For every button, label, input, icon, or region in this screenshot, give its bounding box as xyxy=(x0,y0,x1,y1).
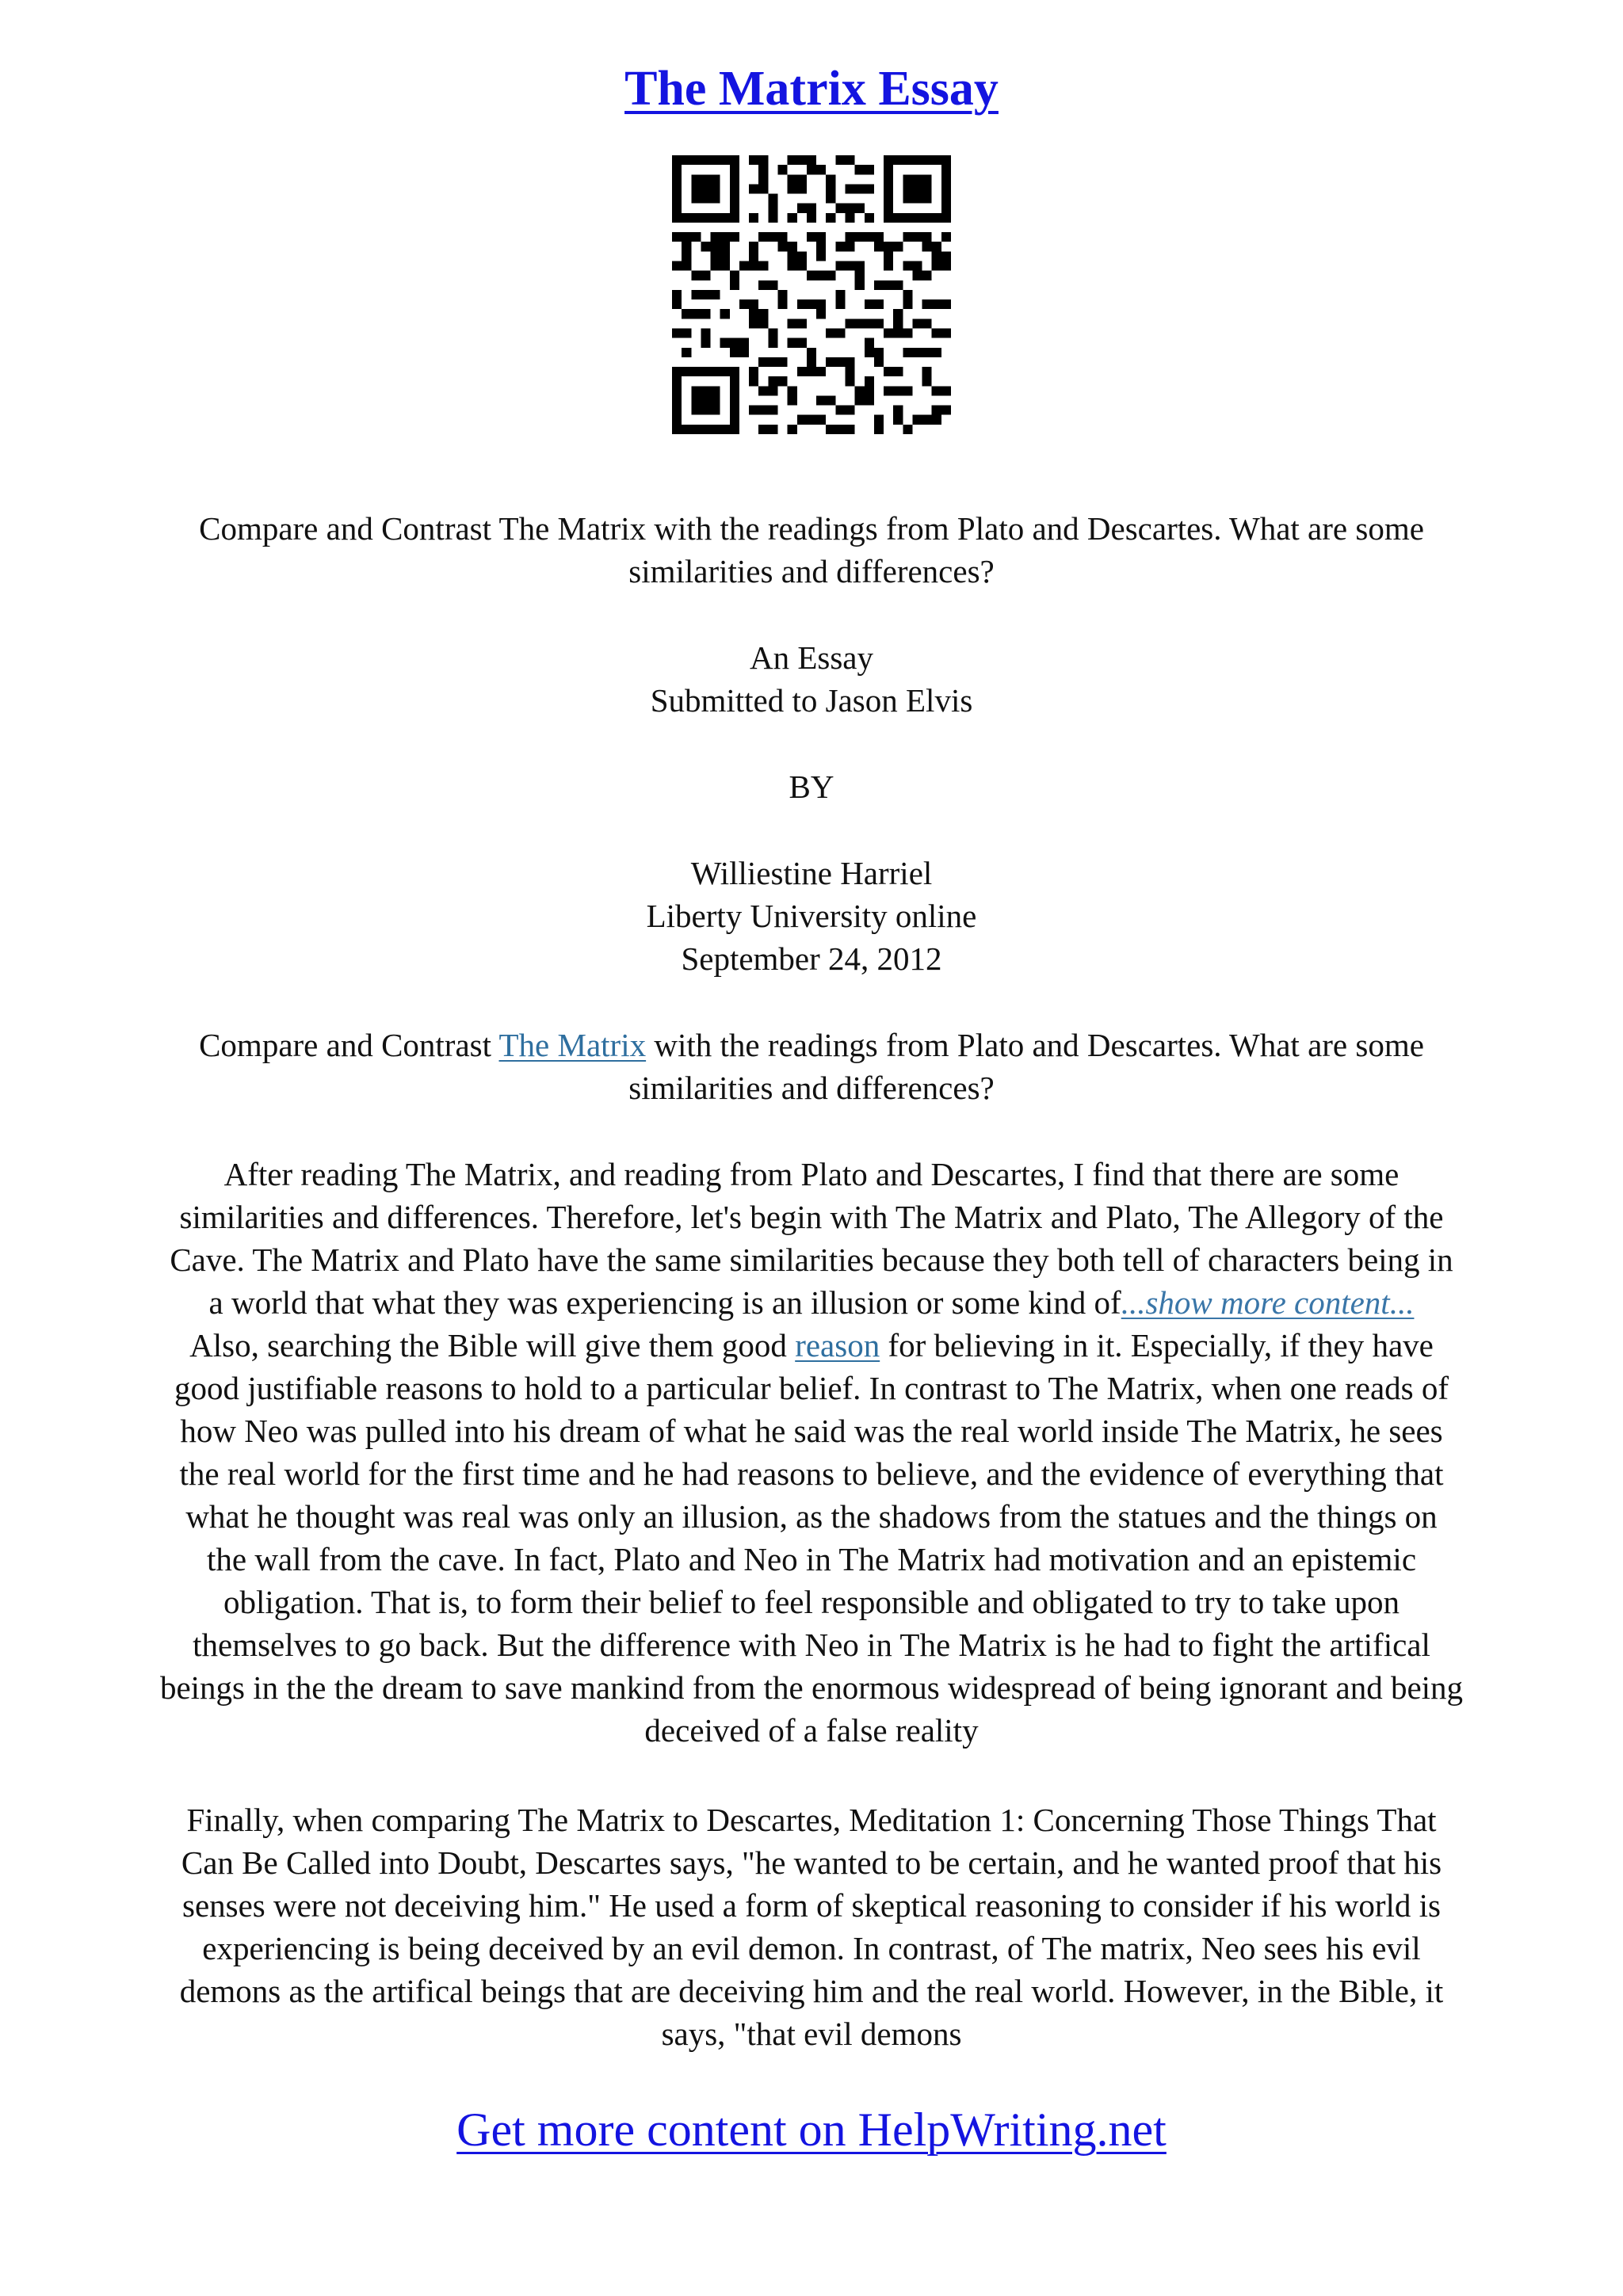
by-text: BY xyxy=(789,769,834,805)
paragraph-line: deceived of a false reality xyxy=(644,1712,979,1749)
paragraph-text: for believing in it. Especially, if they have xyxy=(880,1327,1434,1363)
paragraph-line: says, "that evil demons xyxy=(661,2016,962,2052)
the-matrix-link[interactable]: The Matrix xyxy=(498,1027,647,1063)
page-title xyxy=(0,57,1623,120)
submitted-to: Submitted to Jason Elvis xyxy=(650,682,973,719)
essay-question xyxy=(48,507,1575,593)
title-link[interactable]: The Matrix Essay xyxy=(624,62,999,116)
paragraph-line: good justifiable reasons to hold to a particular belief. In contrast to The Matrix, when one reads of xyxy=(174,1370,1449,1406)
body-paragraph-2 xyxy=(55,1798,1568,2055)
school-name: Liberty University online xyxy=(646,898,977,934)
paragraph-line: the real world for the first time and he had reasons to believe, and the evidence of everything that xyxy=(179,1455,1444,1492)
essay-question-repeat xyxy=(48,1024,1575,1109)
paragraph-line: senses were not deceiving him." He used a form of skeptical reasoning to consider if his world is xyxy=(181,1887,1441,1924)
essay-date: September 24, 2012 xyxy=(681,940,942,977)
qr-code-icon xyxy=(672,155,951,434)
paragraph-text: Also, searching the Bible will give them good xyxy=(189,1327,796,1363)
essay-label: An Essay xyxy=(749,639,873,676)
reason-link[interactable]: reason xyxy=(795,1327,880,1363)
paragraph-line: similarities and differences. Therefore, let's begin with The Matrix and Plato, The Allegory of the xyxy=(179,1199,1444,1235)
question-text: Compare and Contrast xyxy=(199,1027,499,1063)
show-more-link[interactable]: ...show more content... xyxy=(1121,1284,1415,1321)
paragraph-text: a world that what they was experiencing is an illusion or some kind of xyxy=(208,1284,1121,1321)
question-line: similarities and differences? xyxy=(628,553,995,589)
paragraph-line: beings in the the dream to save mankind from the enormous widespread of being ignorant and being xyxy=(159,1669,1464,1706)
paragraph-line: Can Be Called into Doubt, Descartes says, "he wanted to be certain, and he wanted proof that his xyxy=(181,1844,1442,1881)
paragraph-line: themselves to go back. But the difference with Neo in The Matrix is he had to fight the artifical xyxy=(193,1627,1430,1663)
question-line: Compare and Contrast The Matrix with the readings from Plato and Descartes. What are some xyxy=(199,510,1424,547)
question-line xyxy=(48,1024,1575,1066)
author-name: Williestine Harriel xyxy=(690,855,933,891)
paragraph-line: demons as the artifical beings that are deceiving him and the real world. However, in the Bible, it xyxy=(179,1973,1444,2009)
footer xyxy=(0,2100,1623,2160)
paragraph-line: experiencing is being deceived by an evil demon. In contrast, of The matrix, Neo sees his evil xyxy=(202,1930,1421,1966)
paragraph-line xyxy=(55,1324,1568,1367)
by-label xyxy=(48,765,1575,808)
question-text: with the readings from Plato and Descartes. What are some xyxy=(646,1027,1424,1063)
author-info xyxy=(48,852,1575,980)
paragraph-line: After reading The Matrix, and reading from Plato and Descartes, I find that there are some xyxy=(223,1156,1400,1192)
paragraph-line: obligation. That is, to form their belief to feel responsible and obligated to try to take upon xyxy=(223,1584,1400,1620)
paragraph-line: the wall from the cave. In fact, Plato and Neo in The Matrix had motivation and an epistemic xyxy=(206,1541,1417,1577)
submission-info xyxy=(48,636,1575,722)
paragraph-line: what he thought was real was only an illusion, as the shadows from the statues and the things on xyxy=(185,1498,1438,1535)
paragraph-line xyxy=(55,1281,1568,1324)
get-more-content-link[interactable]: Get more content on HelpWriting.net xyxy=(456,2103,1167,2156)
body-paragraph-1 xyxy=(55,1153,1568,1752)
paragraph-line: Cave. The Matrix and Plato have the same similarities because they both tell of characters being in xyxy=(170,1241,1453,1278)
paragraph-line: how Neo was pulled into his dream of what he said was the real world inside The Matrix, he sees xyxy=(180,1413,1443,1449)
paragraph-line: Finally, when comparing The Matrix to Descartes, Meditation 1: Concerning Those Things That xyxy=(186,1802,1437,1838)
question-line: similarities and differences? xyxy=(628,1070,995,1106)
